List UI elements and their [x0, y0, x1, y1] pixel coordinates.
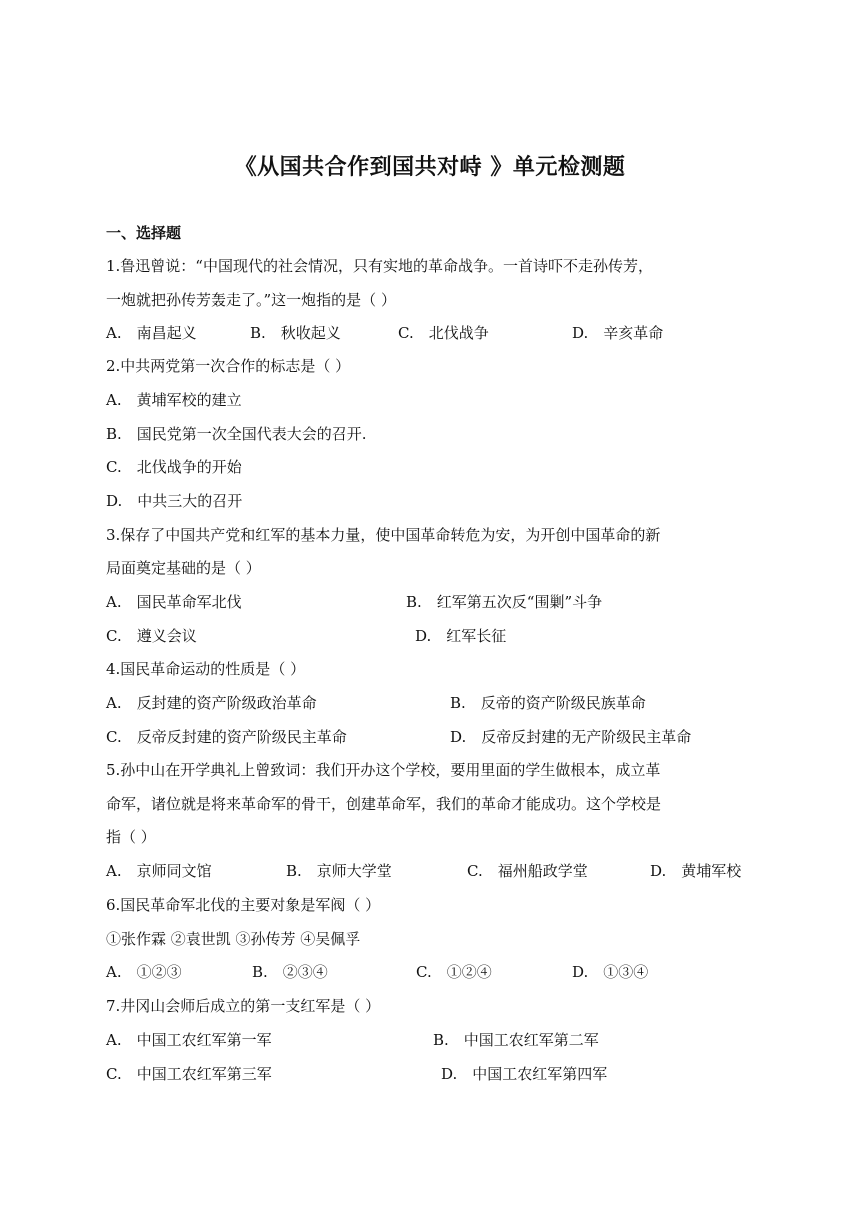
- question-5-text-line-1: 5.孙中山在开学典礼上曾致词：我们开办这个学校，要用里面的学生做根本，成立革: [106, 761, 661, 779]
- question-6-option-d: D. ①③④: [572, 963, 649, 981]
- question-4-option-a: A. 反封建的资产阶级政治革命: [106, 694, 317, 712]
- question-4-text-line-1: 4.国民革命运动的性质是（ ）: [106, 660, 306, 678]
- question-4-option-c: C. 反帝反封建的资产阶级民主革命: [106, 728, 347, 746]
- question-6-text-line-1: 6.国民革命军北伐的主要对象是军阀（ ）: [106, 896, 381, 914]
- document-title: 《从国共合作到国共对峙 》单元检测题: [234, 155, 626, 180]
- question-3-option-d: D. 红军长征: [415, 627, 507, 645]
- question-6-text-line-2: ①张作霖 ②袁世凯 ③孙传芳 ④吴佩孚: [106, 930, 361, 948]
- question-6-option-c: C. ①②④: [416, 963, 492, 981]
- question-5-option-d: D. 黄埔军校: [650, 862, 742, 880]
- question-3-option-c: C. 遵义会议: [106, 627, 197, 645]
- question-6-option-a: A. ①②③: [106, 963, 182, 981]
- question-3-option-b: B. 红军第五次反“围剿”斗争: [406, 593, 603, 611]
- question-1-option-d: D. 辛亥革命: [572, 324, 664, 342]
- question-5-option-b: B. 京师大学堂: [286, 862, 392, 880]
- question-4-option-b: B. 反帝的资产阶级民族革命: [450, 694, 646, 712]
- question-1-text-line-1: 1.鲁迅曾说：“中国现代的社会情况，只有实地的革命战争。一首诗吓不走孙传芳，: [106, 257, 653, 275]
- question-2-option-d: D. 中共三大的召开: [106, 492, 243, 510]
- question-7-option-d: D. 中国工农红军第四军: [441, 1065, 608, 1083]
- question-5-text-line-3: 指（ ）: [106, 828, 156, 846]
- question-4-option-d: D. 反帝反封建的无产阶级民主革命: [450, 728, 692, 746]
- question-7-option-c: C. 中国工农红军第三军: [106, 1065, 272, 1083]
- question-3-option-a: A. 国民革命军北伐: [106, 593, 242, 611]
- question-5-option-c: C. 福州船政学堂: [467, 862, 588, 880]
- question-6-option-b: B. ②③④: [252, 963, 328, 981]
- question-1-option-c: C. 北伐战争: [398, 324, 489, 342]
- question-2-option-c: C. 北伐战争的开始: [106, 458, 242, 476]
- question-2-option-b: B. 国民党第一次全国代表大会的召开.: [106, 425, 367, 443]
- question-2-option-a: A. 黄埔军校的建立: [106, 391, 242, 409]
- question-3-text-line-2: 局面奠定基础的是（ ）: [106, 559, 261, 577]
- question-3-text-line-1: 3.保存了中国共产党和红军的基本力量，使中国革命转危为安，为开创中国革命的新: [106, 526, 661, 544]
- question-7-option-b: B. 中国工农红军第二军: [433, 1031, 599, 1049]
- question-1-option-b: B. 秋收起义: [250, 324, 341, 342]
- question-5-option-a: A. 京师同文馆: [106, 862, 212, 880]
- question-1-text-line-2: 一炮就把孙传芳轰走了。”这一炮指的是（ ）: [106, 291, 396, 309]
- question-1-option-a: A. 南昌起义: [106, 324, 197, 342]
- section-heading: 一、选择题: [106, 224, 182, 242]
- question-7-option-a: A. 中国工农红军第一军: [106, 1031, 272, 1049]
- question-7-text-line-1: 7.井冈山会师后成立的第一支红军是（ ）: [106, 997, 381, 1015]
- question-2-text-line-1: 2.中共两党第一次合作的标志是（ ）: [106, 357, 351, 375]
- question-5-text-line-2: 命军，诸位就是将来革命军的骨干，创建革命军，我们的革命才能成功。这个学校是: [106, 795, 662, 813]
